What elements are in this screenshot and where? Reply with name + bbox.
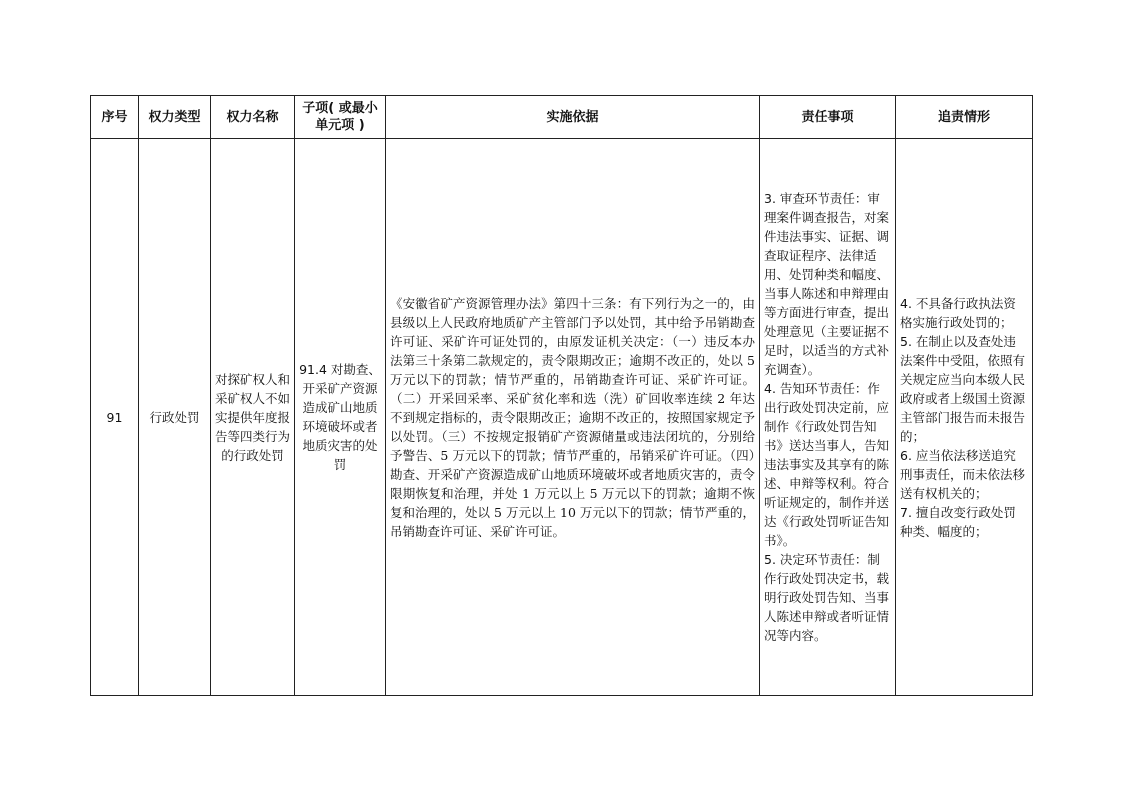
liability-item: 4. 不具备行政执法资格实施行政处罚的； <box>900 295 1016 330</box>
header-liability: 追责情形 <box>896 96 1033 139</box>
responsibility-item: 5. 决定环节责任：制作行政处罚决定书，载明行政处罚告知、当事人陈述申辩或者听证情况等内容。 <box>764 552 890 643</box>
header-responsibility: 责任事项 <box>760 96 896 139</box>
liability-item: 6. 应当依法移送追究刑事责任，而未依法移送有权机关的； <box>900 447 1026 501</box>
cell-seq: 91 <box>91 139 139 696</box>
header-basis: 实施依据 <box>386 96 760 139</box>
liability-item: 5. 在制止以及查处违法案件中受阻，依照有关规定应当向本级人民政府或者上级国土资源主管部门报告而未报告的； <box>900 333 1026 444</box>
responsibility-item: 3. 审查环节责任：审理案件调查报告，对案件违法事实、证据、调查取证程序、法律适用、处罚种类和幅度、当事人陈述和申辩理由等方面进行审查，提出处理意见（主要证据不足时，以适当的方式补充调查）。 <box>764 191 890 377</box>
header-power-type: 权力类型 <box>139 96 211 139</box>
header-sub-item: 子项( 或最小单元项 ) <box>295 96 386 139</box>
cell-power-type: 行政处罚 <box>139 139 211 696</box>
cell-responsibility <box>760 139 896 696</box>
cell-liability <box>896 139 1033 696</box>
table-row <box>91 139 1033 696</box>
cell-power-name: 对探矿权人和采矿权人不如实提供年度报告等四类行为的行政处罚 <box>211 139 295 696</box>
cell-sub-item: 91.4 对勘查、开采矿产资源造成矿山地质环境破坏或者地质灾害的处罚 <box>295 139 386 696</box>
responsibility-item: 4. 告知环节责任：作出行政处罚决定前，应制作《行政处罚告知书》送达当事人，告知违法事实及其享有的陈述、申辩等权利。符合听证规定的，制作并送达《行政处罚听证告知书》。 <box>764 381 890 548</box>
header-power-name: 权力名称 <box>211 96 295 139</box>
header-seq: 序号 <box>91 96 139 139</box>
header-row <box>91 96 1033 139</box>
power-list-table <box>90 95 1033 696</box>
cell-basis: 《安徽省矿产资源管理办法》第四十三条：有下列行为之一的，由县级以上人民政府地质矿产主管部门予以处罚，其中给予吊销勘查许可证、采矿许可证处罚的，由原发证机关决定：（一）违反本办法第三十条第二款规定的，责令限期改正；逾期不改正的，处以 5 万元以下的罚款；情节严重的，吊销勘查许可证、采矿许可证。（二）开采回采率、采矿贫化率和选（洗）矿回收率连续 2 年达不到规定指标的，责令限期改正；逾期不改正的，按照国家规定予以处罚。（三）不按规定报销矿产资源储量或违法闭坑的，分别给予警告、5 万元以下的罚款；情节严重的，吊销采矿许可证。（四）勘查、开采矿产资源造成矿山地质环境破坏或者地质灾害的，责令限期恢复和治理，并处 1 万元以上 5 万元以下的罚款；逾期不恢复和治理的，处以 5 万元以上 10 万元以下的罚款；情节严重的，吊销勘查许可证、采矿许可证。 <box>386 139 760 696</box>
liability-item: 7. 擅自改变行政处罚种类、幅度的； <box>900 504 1016 539</box>
